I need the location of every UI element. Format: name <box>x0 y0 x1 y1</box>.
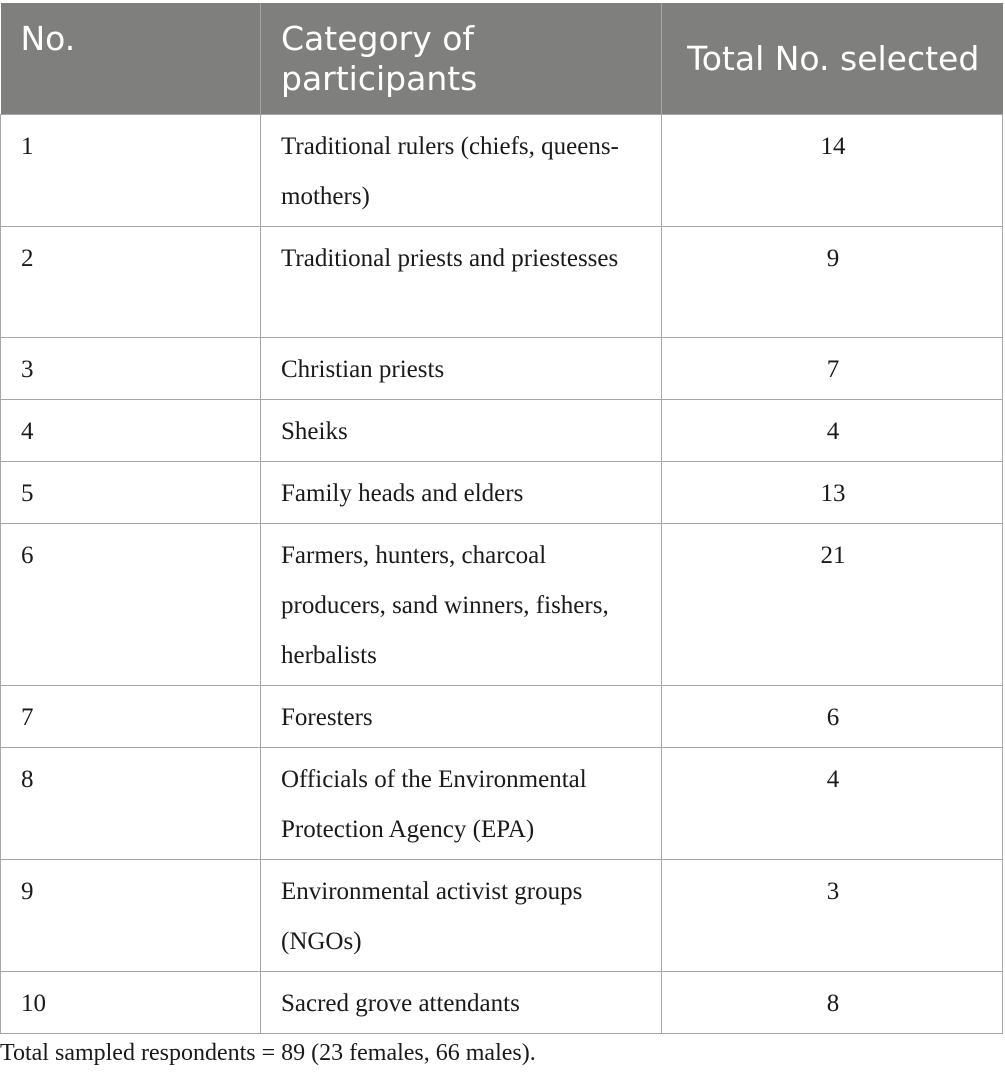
row-category: Sheiks <box>261 399 662 461</box>
table-header <box>1 3 1003 114</box>
row-number: 2 <box>1 226 261 337</box>
table-row <box>1 747 1003 859</box>
row-total: 4 <box>662 747 1003 859</box>
row-total: 7 <box>662 337 1003 399</box>
row-number: 6 <box>1 523 261 685</box>
table-row <box>1 685 1003 747</box>
row-category: Family heads and elders <box>261 461 662 523</box>
participants-table <box>0 3 1003 1034</box>
row-category: Environmental activist groups (NGOs) <box>261 859 662 971</box>
row-number: 8 <box>1 747 261 859</box>
row-number: 5 <box>1 461 261 523</box>
table-row <box>1 523 1003 685</box>
row-category: Foresters <box>261 685 662 747</box>
header-category: Category of participants <box>261 3 662 114</box>
row-total: 4 <box>662 399 1003 461</box>
row-total: 21 <box>662 523 1003 685</box>
row-number: 10 <box>1 971 261 1033</box>
row-category: Traditional priests and priestesses <box>261 226 662 337</box>
table-row <box>1 399 1003 461</box>
row-category: Farmers, hunters, charcoal producers, sand winners, fishers, herbalists <box>261 523 662 685</box>
row-category: Traditional rulers (chiefs, queens-mothers) <box>261 114 662 226</box>
table-row <box>1 114 1003 226</box>
header-total: Total No. selected <box>662 3 1003 114</box>
row-category: Officials of the Environmental Protection Agency (EPA) <box>261 747 662 859</box>
row-total: 6 <box>662 685 1003 747</box>
row-category: Sacred grove attendants <box>261 971 662 1033</box>
row-total: 9 <box>662 226 1003 337</box>
row-number: 9 <box>1 859 261 971</box>
row-number: 7 <box>1 685 261 747</box>
table-footnote: Total sampled respondents = 89 (23 females, 66 males). <box>0 1040 536 1066</box>
row-number: 4 <box>1 399 261 461</box>
row-total: 8 <box>662 971 1003 1033</box>
table-row <box>1 971 1003 1033</box>
header-no: No. <box>1 3 261 114</box>
table-row <box>1 859 1003 971</box>
table-row <box>1 461 1003 523</box>
table-row <box>1 226 1003 337</box>
row-category: Christian priests <box>261 337 662 399</box>
row-total: 13 <box>662 461 1003 523</box>
table-body <box>1 114 1003 1033</box>
table-row <box>1 337 1003 399</box>
header-row <box>1 3 1003 114</box>
row-number: 3 <box>1 337 261 399</box>
row-total: 3 <box>662 859 1003 971</box>
row-number: 1 <box>1 114 261 226</box>
row-total: 14 <box>662 114 1003 226</box>
